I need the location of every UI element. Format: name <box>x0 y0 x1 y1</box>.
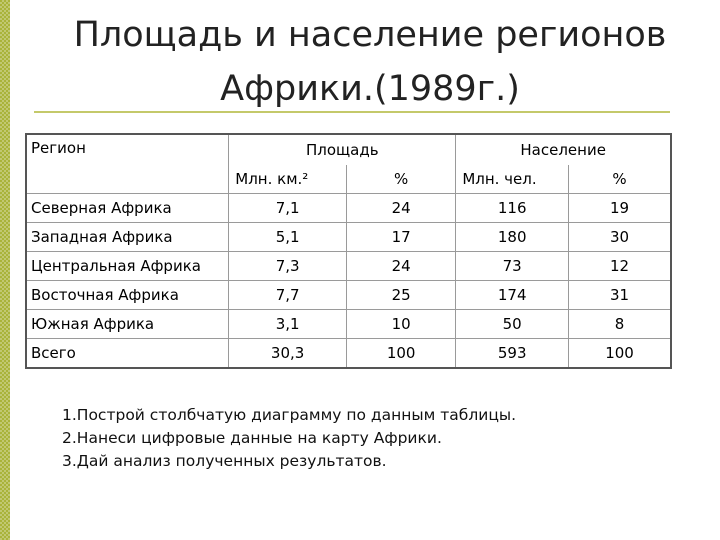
cell-population-percent: 12 <box>569 252 671 281</box>
title-line-1: Площадь и население регионов <box>73 15 667 55</box>
cell-area: 5,1 <box>229 223 347 252</box>
task-item: 3.Дай анализ полученных результатов. <box>62 452 387 470</box>
header-pop-unit: Млн. чел. <box>456 165 569 194</box>
header-area-percent: % <box>346 165 455 194</box>
header-area-unit: Млн. км.² <box>229 165 347 194</box>
table-total-row <box>26 339 671 369</box>
cell-region: Восточная Африка <box>26 281 229 310</box>
cell-population: 50 <box>456 310 569 339</box>
cell-population-percent: 31 <box>569 281 671 310</box>
cell-region: Всего <box>26 339 229 369</box>
cell-population: 116 <box>456 194 569 223</box>
decorative-side-bar <box>0 0 10 540</box>
table-row <box>26 310 671 339</box>
cell-population-percent: 30 <box>569 223 671 252</box>
cell-region: Южная Африка <box>26 310 229 339</box>
table-row <box>26 281 671 310</box>
task-item: 2.Нанеси цифровые данные на карту Африки. <box>62 429 442 447</box>
cell-area: 7,7 <box>229 281 347 310</box>
cell-population: 73 <box>456 252 569 281</box>
africa-regions-table <box>25 133 672 369</box>
cell-area-percent: 10 <box>346 310 455 339</box>
header-pop-percent: % <box>569 165 671 194</box>
cell-area-percent: 17 <box>346 223 455 252</box>
header-population: Население <box>520 141 606 159</box>
title-divider <box>34 111 670 113</box>
task-list <box>62 404 516 473</box>
cell-population: 174 <box>456 281 569 310</box>
cell-population-percent: 19 <box>569 194 671 223</box>
cell-area: 7,3 <box>229 252 347 281</box>
header-region: Регион <box>26 134 229 194</box>
table-row <box>26 194 671 223</box>
cell-region: Западная Африка <box>26 223 229 252</box>
cell-area: 30,3 <box>229 339 347 369</box>
cell-area-percent: 24 <box>346 252 455 281</box>
title-line-2: Африки.(1989г.) <box>220 69 520 109</box>
table-row <box>26 223 671 252</box>
cell-population: 180 <box>456 223 569 252</box>
table-row <box>26 252 671 281</box>
cell-area-percent: 100 <box>346 339 455 369</box>
cell-population: 593 <box>456 339 569 369</box>
cell-area: 3,1 <box>229 310 347 339</box>
cell-region: Центральная Африка <box>26 252 229 281</box>
cell-population-percent: 8 <box>569 310 671 339</box>
cell-area: 7,1 <box>229 194 347 223</box>
cell-region: Северная Африка <box>26 194 229 223</box>
page-title <box>30 8 710 116</box>
cell-area-percent: 25 <box>346 281 455 310</box>
cell-area-percent: 24 <box>346 194 455 223</box>
header-area: Площадь <box>229 134 456 165</box>
cell-population-percent: 100 <box>569 339 671 369</box>
task-item: 1.Построй столбчатую диаграмму по данным таблицы. <box>62 406 517 424</box>
table-header-row <box>26 134 671 165</box>
